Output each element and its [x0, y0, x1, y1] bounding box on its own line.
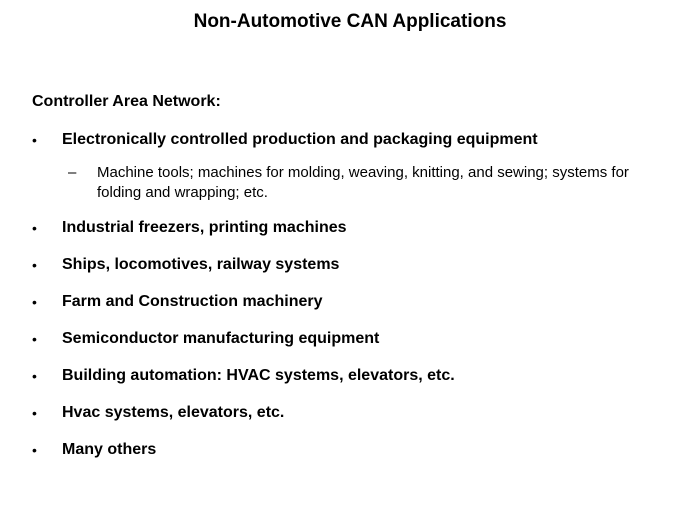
bullet-item-industrial-freezers	[32, 218, 682, 238]
bullet-icon: •	[32, 331, 37, 347]
bullet-label: Electronically controlled production and packaging equipment	[62, 131, 538, 148]
bullet-label: Hvac systems, elevators, etc.	[62, 404, 285, 421]
bullet-item-many-others	[32, 440, 682, 460]
bullet-item-semiconductor	[32, 329, 682, 349]
sub-bullet-item-machine-tools	[32, 163, 682, 203]
bullet-icon: •	[32, 220, 37, 236]
bullet-icon: •	[32, 442, 37, 458]
bullet-label: Semiconductor manufacturing equipment	[62, 330, 380, 347]
dash-icon: –	[68, 164, 77, 181]
bullet-icon: •	[32, 257, 37, 273]
bullet-item-hvac	[32, 403, 682, 423]
slide-title: Non-Automotive CAN Applications	[193, 11, 507, 32]
bullet-icon: •	[32, 294, 37, 310]
bullet-item-production-equipment	[32, 130, 682, 150]
bullet-label: Building automation: HVAC systems, elevators, etc.	[62, 367, 455, 384]
bullet-item-building-automation	[32, 366, 682, 386]
bullet-item-ships	[32, 255, 682, 275]
bullet-label: Farm and Construction machinery	[62, 293, 323, 310]
bullet-icon: •	[32, 368, 37, 384]
bullet-list	[32, 130, 682, 477]
intro-heading: Controller Area Network:	[32, 93, 221, 110]
bullet-label: Industrial freezers, printing machines	[62, 219, 347, 236]
bullet-icon: •	[32, 405, 37, 421]
bullet-label: Ships, locomotives, railway systems	[62, 256, 340, 273]
sub-bullet-label: Machine tools; machines for molding, weaving, knitting, and sewing; systems for folding and wrapping; etc.	[97, 164, 629, 201]
bullet-icon: •	[32, 132, 37, 148]
bullet-item-farm-construction	[32, 292, 682, 312]
bullet-label: Many others	[62, 441, 157, 458]
